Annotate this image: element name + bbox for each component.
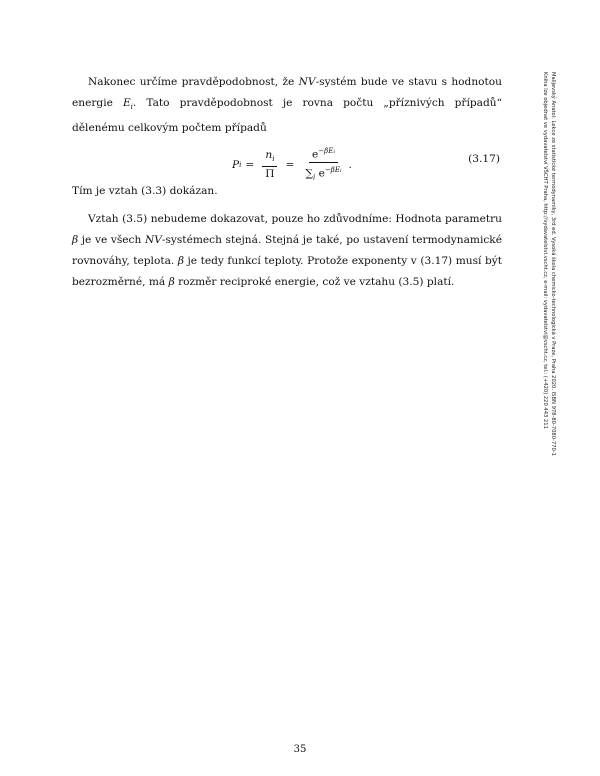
frac1-denominator: Π (265, 167, 275, 180)
side-copyright-note (541, 72, 557, 592)
math-beta: β (177, 255, 184, 268)
eq-period: . (348, 158, 352, 171)
text-run: -systém bude ve stavu s hodnotou energie (72, 76, 502, 109)
main-text (72, 72, 502, 293)
text-run: Nakonec určíme pravděpodobnost, že (88, 76, 299, 88)
text-run: je ve všech (78, 234, 145, 247)
eq-lhs-sub: i (239, 160, 242, 169)
fraction-1 (262, 149, 277, 182)
frac2-sum-sub: i (313, 173, 316, 182)
text-run: je tedy funkcí teploty. Protože exponenty v (3.17) musí být bezrozměrné, má (72, 255, 502, 289)
frac2-numerator-sup: −βE (318, 147, 334, 156)
eq-lhs: P (232, 158, 240, 171)
paragraph-1 (72, 72, 502, 139)
text-run: . Tato pravděpodobnost je rovna počtu „příznivých případů“ dělenému celkovým počtem případů (72, 97, 502, 135)
fraction-2 (302, 145, 344, 185)
paragraph-3 (72, 209, 502, 293)
side-note-line-2: Kniha lze objednat ve vydavatelství VŠCHT Praha, http://vydavatelstvi.vscht.cz, e-mail: vydavatelstvi@vscht.cz, tel.: (+420) 220 443 211 (542, 72, 548, 429)
frac2-numerator-sup-sub: i (333, 149, 335, 156)
text-run: -systémech stejná. Stejná je také, po ustavení termodynamické rovnováhy, teplota. (72, 234, 502, 268)
math-beta: β (168, 276, 175, 289)
frac2-denominator-sup-sub: i (339, 167, 342, 174)
frac2-denominator-sup: −βE (324, 165, 340, 174)
frac2-sum: ∑ (305, 167, 313, 180)
frac1-numerator: n (265, 148, 273, 161)
frac2-denominator: e (318, 167, 325, 180)
math-ei-sub: i (130, 103, 133, 112)
math-nv: NV (144, 234, 162, 247)
frac1-numerator-sub: i (272, 154, 275, 163)
page-number: 35 (293, 744, 307, 755)
math-nv: NV (298, 76, 316, 88)
math-beta: β (72, 234, 79, 247)
equation-body: P i = $\frac{n_i}{\Pi}$ = $\frac{e^{-\beta Ei}}{\sum_i e^{-\beta Ei}}$ . (232, 145, 352, 185)
frac2-numerator: e (312, 148, 319, 161)
paragraph-2: Tím je vztah (3.3) dokázan. (72, 185, 218, 198)
text-run: Vztah (3.5) nebudeme dokazovat, pouze ho zdůvodníme: Hodnota parametru (88, 213, 502, 226)
equation-number: (3.17) (468, 153, 500, 166)
equation-3-17 (72, 141, 502, 181)
text-run: rozměr reciproké energie, což ve vztahu (3.5) platí. (174, 276, 455, 289)
side-note-line-1: Malijevský Anatol: Lekce ze statistické termodynamiky, 3rd ed. Vysoká škola chemicko-technologická v Praze, Praha 2020. ISBN 978-80-7080-770-1 (550, 72, 556, 456)
math-ei: E (122, 97, 131, 109)
